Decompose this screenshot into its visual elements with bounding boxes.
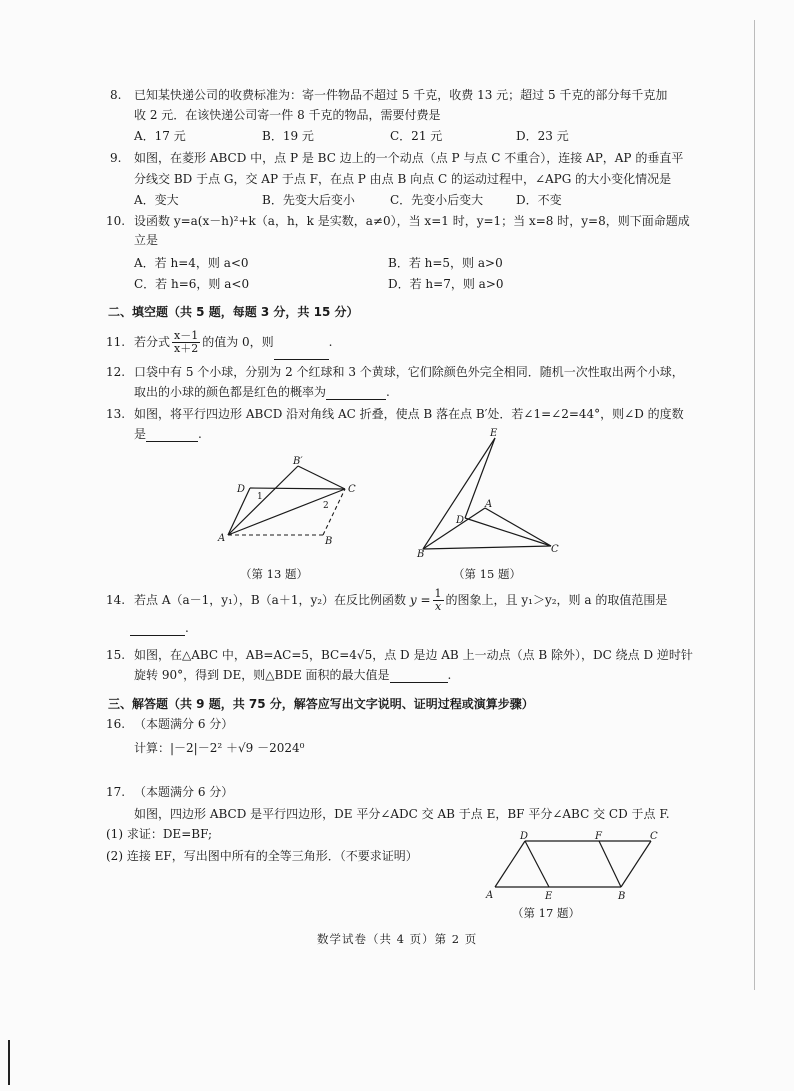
q14-frac-num: 1 bbox=[434, 587, 442, 600]
q10-option-d: D．若 h=7，则 a>0 bbox=[388, 277, 504, 291]
q11-frac-den: x＋2 bbox=[174, 342, 199, 355]
fig17-edge-BF bbox=[599, 841, 621, 887]
fig15-edge-AC bbox=[485, 508, 551, 546]
q14-answer-wrap bbox=[130, 620, 189, 636]
q14-end: . bbox=[185, 621, 189, 635]
q13-end: . bbox=[198, 427, 202, 441]
q9-line2: 分线交 BD 于点 G，交 AP 于点 F，在点 P 由点 B 向点 C 的运动过程中，∠APG 的大小变化情况是 bbox=[134, 172, 672, 186]
q14-fraction bbox=[433, 588, 444, 613]
q14-text bbox=[134, 582, 667, 618]
fig17-edge-AD bbox=[495, 841, 525, 887]
q14-frac-den: x bbox=[434, 600, 442, 613]
fig15-edge-BC bbox=[423, 546, 551, 549]
fig13-label-A: A bbox=[218, 533, 226, 544]
section3-heading: 三、解答题（共 9 题，共 75 分，解答应写出文字说明、证明过程或演算步骤） bbox=[108, 697, 534, 711]
fig15-label-D: D bbox=[456, 515, 465, 526]
q11-frac-num: x－1 bbox=[174, 329, 199, 342]
fig17-label-F: F bbox=[595, 831, 602, 842]
q12-answer-blank[interactable] bbox=[326, 387, 386, 400]
fig13-edge-DC bbox=[250, 488, 345, 489]
q15-line2: 旋转 90°，得到 DE，则△BDE 面积的最大值是 bbox=[134, 668, 390, 682]
fig13-label-B: B bbox=[325, 536, 333, 547]
fig13-caption: （第 13 题） bbox=[240, 567, 308, 581]
fig15-label-E: E bbox=[490, 428, 498, 439]
q17-part1: (1) 求证：DE=BF; bbox=[106, 827, 213, 841]
q8-line1: 已知某快递公司的收费标准为：寄一件物品不超过 5 千克，收费 13 元；超过 5 千克的部分每千克加 bbox=[134, 88, 668, 102]
q8-option-b: B．19 元 bbox=[262, 129, 314, 143]
fig17-caption: （第 17 题） bbox=[512, 906, 580, 920]
q10-option-c: C．若 h=6，则 a<0 bbox=[134, 277, 250, 291]
q9-option-a: A．变大 bbox=[134, 193, 179, 207]
section2-heading: 二、填空题（共 5 题，每题 3 分，共 15 分） bbox=[108, 305, 359, 319]
q10-line1: 设函数 y=a(x－h)²+k（a，h，k 是实数，a≠0），当 x=1 时，y=1；当 x=8 时，y=8，则下面命题成 bbox=[134, 214, 690, 228]
q12-end: . bbox=[386, 385, 390, 399]
q10-option-a: A．若 h=4，则 a<0 bbox=[134, 256, 249, 270]
page-footer: 数学试卷（共 4 页）第 2 页 bbox=[317, 932, 478, 946]
q11-number: 11. bbox=[106, 335, 126, 349]
q14-func-lhs: y = bbox=[409, 593, 431, 607]
q13-line2-wrap bbox=[134, 426, 202, 442]
q14-number: 14. bbox=[106, 593, 126, 607]
fig15-label-B: B bbox=[417, 549, 425, 560]
q8-number: 8. bbox=[110, 88, 122, 102]
q16-calc: 计算：|－2|－2² ＋√9 －2024⁰ bbox=[134, 741, 305, 755]
q10-line2: 立是 bbox=[134, 233, 159, 247]
q15-answer-blank[interactable] bbox=[390, 670, 448, 683]
q13-line1: 如图，将平行四边形 ABCD 沿对角线 AC 折叠，使点 B 落在点 B′处．若∠1=∠2=44°，则∠D 的度数 bbox=[134, 407, 684, 421]
q8-option-d: D．23 元 bbox=[516, 129, 569, 143]
fig15-caption: （第 15 题） bbox=[453, 567, 521, 581]
q9-option-c: C．先变小后变大 bbox=[390, 193, 484, 207]
fig13-edge-ABp bbox=[228, 466, 298, 535]
fig13-edge-BpC bbox=[298, 466, 345, 489]
q8-option-c: C．21 元 bbox=[390, 129, 443, 143]
figure-17 bbox=[483, 828, 673, 908]
fig17-label-E: E bbox=[545, 891, 553, 902]
fig13-label-Bp: B′ bbox=[293, 456, 303, 467]
scan-edge-mark bbox=[8, 1040, 10, 1085]
q13-answer-blank[interactable] bbox=[146, 429, 198, 442]
figure-13 bbox=[215, 452, 365, 552]
q17-line1: 如图，四边形 ABCD 是平行四边形，DE 平分∠ADC 交 AB 于点 E，BF 平分∠ABC 交 CD 于点 F. bbox=[134, 807, 670, 821]
q11-fraction bbox=[172, 330, 200, 355]
q17-part2: (2) 连接 EF，写出图中所有的全等三角形．（不要求证明） bbox=[106, 849, 418, 863]
q11-answer-blank[interactable] bbox=[274, 347, 329, 360]
q12-line1: 口袋中有 5 个小球，分别为 2 个红球和 3 个黄球，它们除颜色外完全相同．随机一次性取出两个小球， bbox=[134, 365, 684, 379]
q17-number: 17. bbox=[106, 785, 126, 799]
fig13-edge-AC bbox=[228, 489, 345, 535]
fig15-edge-BA bbox=[423, 508, 485, 549]
fig17-label-B: B bbox=[618, 891, 626, 902]
figure-15 bbox=[413, 426, 568, 561]
fig17-edge-BC bbox=[621, 841, 651, 887]
q13-line2: 是 bbox=[134, 427, 147, 441]
fig13-label-2: 2 bbox=[323, 501, 329, 511]
q9-line1: 如图，在菱形 ABCD 中，点 P 是 BC 边上的一个动点（点 P 与点 C 不重合），连接 AP，AP 的垂直平 bbox=[134, 151, 684, 165]
scan-edge-line bbox=[754, 20, 755, 990]
q11-pre: 若分式 bbox=[134, 335, 171, 349]
q11-text bbox=[134, 324, 333, 360]
fig17-label-A: A bbox=[486, 890, 494, 901]
q13-number: 13. bbox=[106, 407, 126, 421]
q15-line1: 如图，在△ABC 中，AB=AC=5，BC=4√5，点 D 是边 AB 上一动点（点 B 除外），DC 绕点 D 逆时针 bbox=[134, 648, 693, 662]
q15-line2-wrap bbox=[134, 667, 451, 683]
q15-number: 15. bbox=[106, 648, 126, 662]
q8-line2: 收 2 元．在该快递公司寄一件 8 千克的物品，需要付费是 bbox=[134, 108, 441, 122]
q12-line2-wrap bbox=[134, 384, 390, 400]
q11-post: 的值为 0，则 bbox=[202, 335, 274, 349]
fig17-label-D: D bbox=[520, 831, 529, 842]
q14-pre: 若点 A（a－1，y₁），B（a＋1，y₂）在反比例函数 bbox=[134, 593, 407, 607]
q11-end: . bbox=[328, 335, 333, 349]
fig13-label-D: D bbox=[237, 484, 246, 495]
q16-score: （本题满分 6 分） bbox=[134, 717, 234, 731]
q9-option-d: D．不变 bbox=[516, 193, 562, 207]
fig15-edge-BE bbox=[423, 438, 495, 549]
q15-end: . bbox=[447, 668, 452, 682]
fig15-label-C: C bbox=[551, 544, 559, 555]
fig17-edge-DE bbox=[525, 841, 549, 887]
fig13-label-C: C bbox=[348, 484, 356, 495]
fig13-label-1: 1 bbox=[257, 492, 263, 502]
q17-score: （本题满分 6 分） bbox=[134, 785, 234, 799]
q12-number: 12. bbox=[106, 365, 126, 379]
q9-number: 9. bbox=[110, 151, 122, 165]
fig15-edge-DC bbox=[465, 518, 551, 546]
fig15-label-A: A bbox=[485, 499, 493, 510]
q8-option-a: A．17 元 bbox=[134, 129, 186, 143]
q14-answer-blank[interactable] bbox=[130, 623, 185, 636]
q10-number: 10. bbox=[106, 214, 126, 228]
q12-line2: 取出的小球的颜色都是红色的概率为 bbox=[134, 385, 327, 399]
q16-number: 16. bbox=[106, 717, 126, 731]
q10-option-b: B．若 h=5，则 a>0 bbox=[388, 256, 503, 270]
fig17-label-C: C bbox=[650, 831, 658, 842]
q9-option-b: B．先变大后变小 bbox=[262, 193, 355, 207]
q14-post: 的图象上，且 y₁＞y₂，则 a 的取值范围是 bbox=[445, 593, 668, 607]
